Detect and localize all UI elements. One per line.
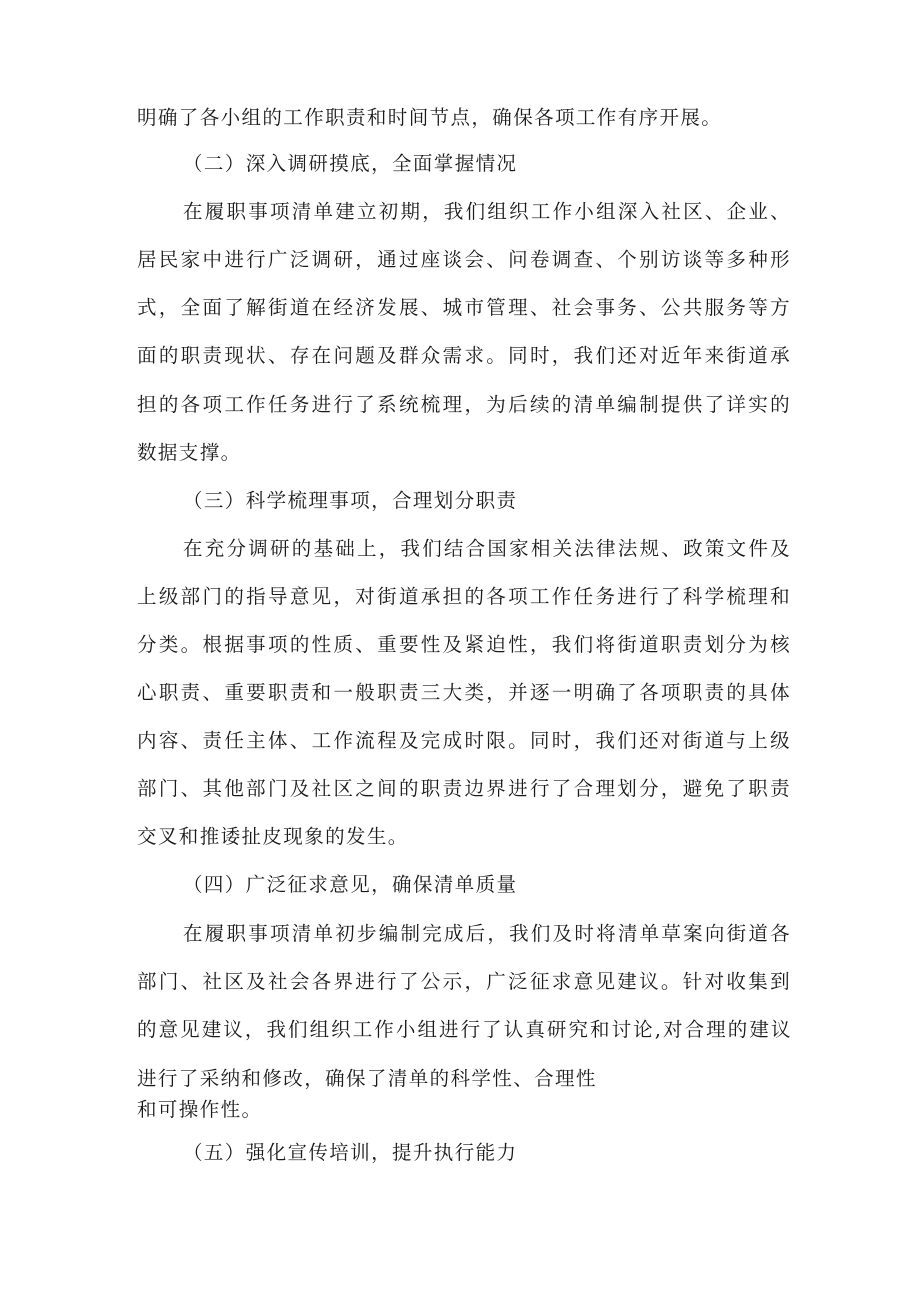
body-text-line: 进行了采纳和修改，确保了清单的科学性、合理性 <box>137 1067 597 1090</box>
body-text-line: 式，全面了解街道在经济发展、城市管理、社会事务、公共服务等方 <box>137 296 791 319</box>
body-text-line: 担的各项工作任务进行了系统梳理，为后续的清单编制提供了详实的 <box>137 393 791 416</box>
body-text-line: 上级部门的指导意见，对街道承担的各项工作任务进行了科学梳理和 <box>137 585 791 608</box>
body-text-line: 面的职责现状、存在问题及群众需求。同时，我们还对近年来街道承 <box>137 344 791 367</box>
body-text-line: 部门、社区及社会各界进行了公示，广泛征求意见建议。针对收集到 <box>137 970 791 993</box>
body-text-line: 交叉和推诿扯皮现象的发生。 <box>137 825 409 848</box>
body-text-line: 居民家中进行广泛调研，通过座谈会、问卷调查、个别访谈等多种形 <box>137 248 791 271</box>
body-text-line: 心职责、重要职责和一般职责三大类，并逐一明确了各项职责的具体 <box>137 681 791 704</box>
section-heading-2: （二）深入调研摸底，全面掌握情况 <box>183 152 518 175</box>
body-text-line: 和可操作性。 <box>137 1098 263 1121</box>
section-heading-5: （五）强化宣传培训，提升执行能力 <box>183 1141 518 1164</box>
body-text-line: 的意见建议，我们组织工作小组进行了认真研究和讨论,对合理的建议 <box>137 1018 791 1041</box>
section-heading-3: （三）科学梳理事项，合理划分职责 <box>183 489 518 512</box>
body-text-line: 在充分调研的基础上，我们结合国家相关法律法规、政策文件及 <box>183 537 791 560</box>
section-heading-4: （四）广泛征求意见，确保清单质量 <box>183 873 518 896</box>
body-text-line: 在履职事项清单建立初期，我们组织工作小组深入社区、企业、 <box>183 200 791 223</box>
body-text-line: 部门、其他部门及社区之间的职责边界进行了合理划分，避免了职责 <box>137 777 791 800</box>
body-text-line: 在履职事项清单初步编制完成后，我们及时将清单草案向街道各 <box>183 922 791 945</box>
body-text-line: 明确了各小组的工作职责和时间节点，确保各项工作有序开展。 <box>137 106 723 129</box>
body-text-line: 数据支撑。 <box>137 441 242 464</box>
body-text-line: 分类。根据事项的性质、重要性及紧迫性，我们将街道职责划分为核 <box>137 633 791 656</box>
body-text-line: 内容、责任主体、工作流程及完成时限。同时，我们还对街道与上级 <box>137 729 791 752</box>
